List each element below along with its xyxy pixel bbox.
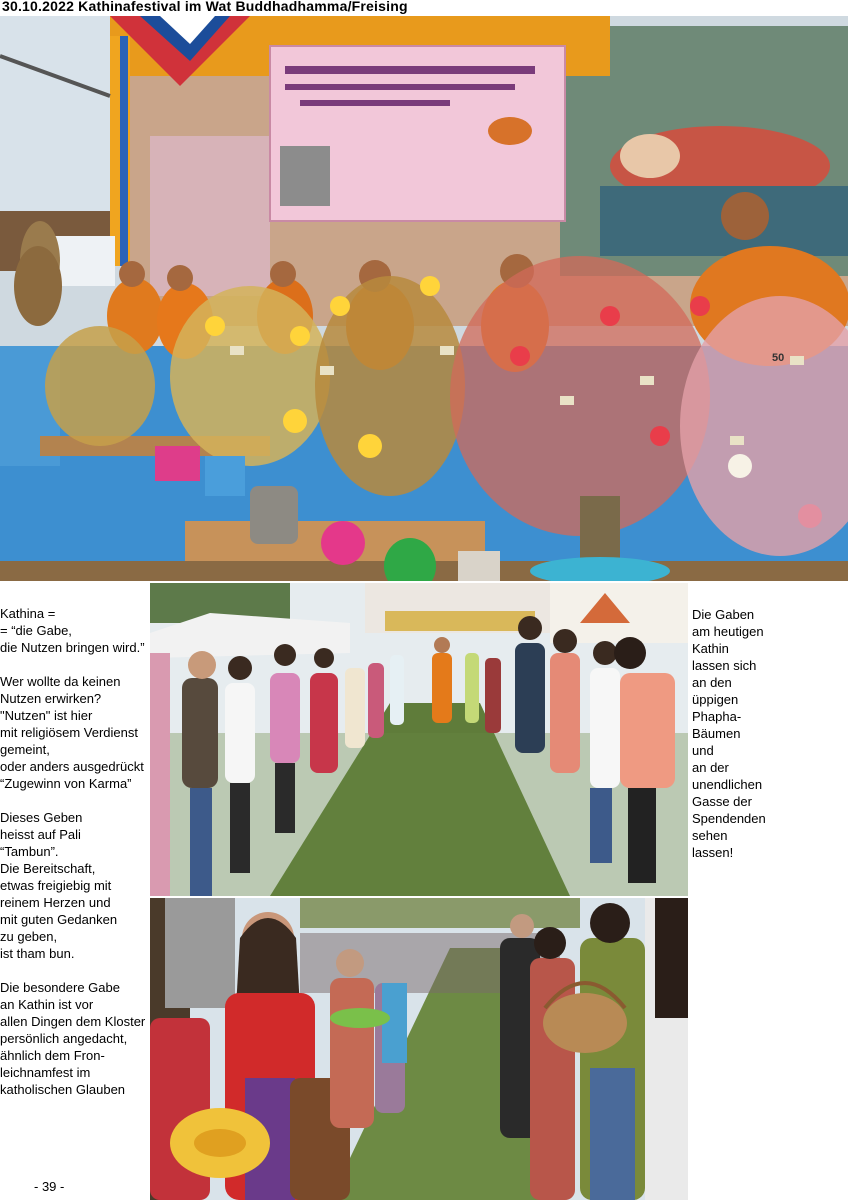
page-header-title: 30.10.2022 Kathinafestival im Wat Buddhadhamma/Freising — [2, 0, 408, 14]
page-number: - 39 - — [34, 1179, 65, 1194]
left-column-text: Kathina = = “die Gabe, die Nutzen bringen wird.” Wer wollte da keinen Nutzen erwirken? "Nutzen" ist hier mit religiösem Verdienst gemeint, oder anders ausgedrückt “Zugewinn von Karma” Dieses Geben heisst auf Pali “Tambun”. Die Bereitschaft, etwas freigiebig mit reinem Herzen und mit guten Gedanken zu geben, ist tham bun. Die besondere Gabe an Kathin ist vor allen Dingen dem Kloster persönlich angedacht, ähnlich dem Fron- leichnamfest im katholischen Glauben — [0, 606, 146, 1097]
photo-women-with-offerings — [150, 898, 688, 1200]
photo-donor-line — [150, 583, 688, 896]
photo-monks-money-trees — [0, 16, 848, 581]
right-column-text: Die Gaben am heutigen Kathin lassen sich an den üppigen Phapha- Bäumen und an der unendlichen Gasse der Spendenden sehen lassen! — [692, 607, 766, 860]
banknote-number: 50 — [772, 352, 785, 364]
